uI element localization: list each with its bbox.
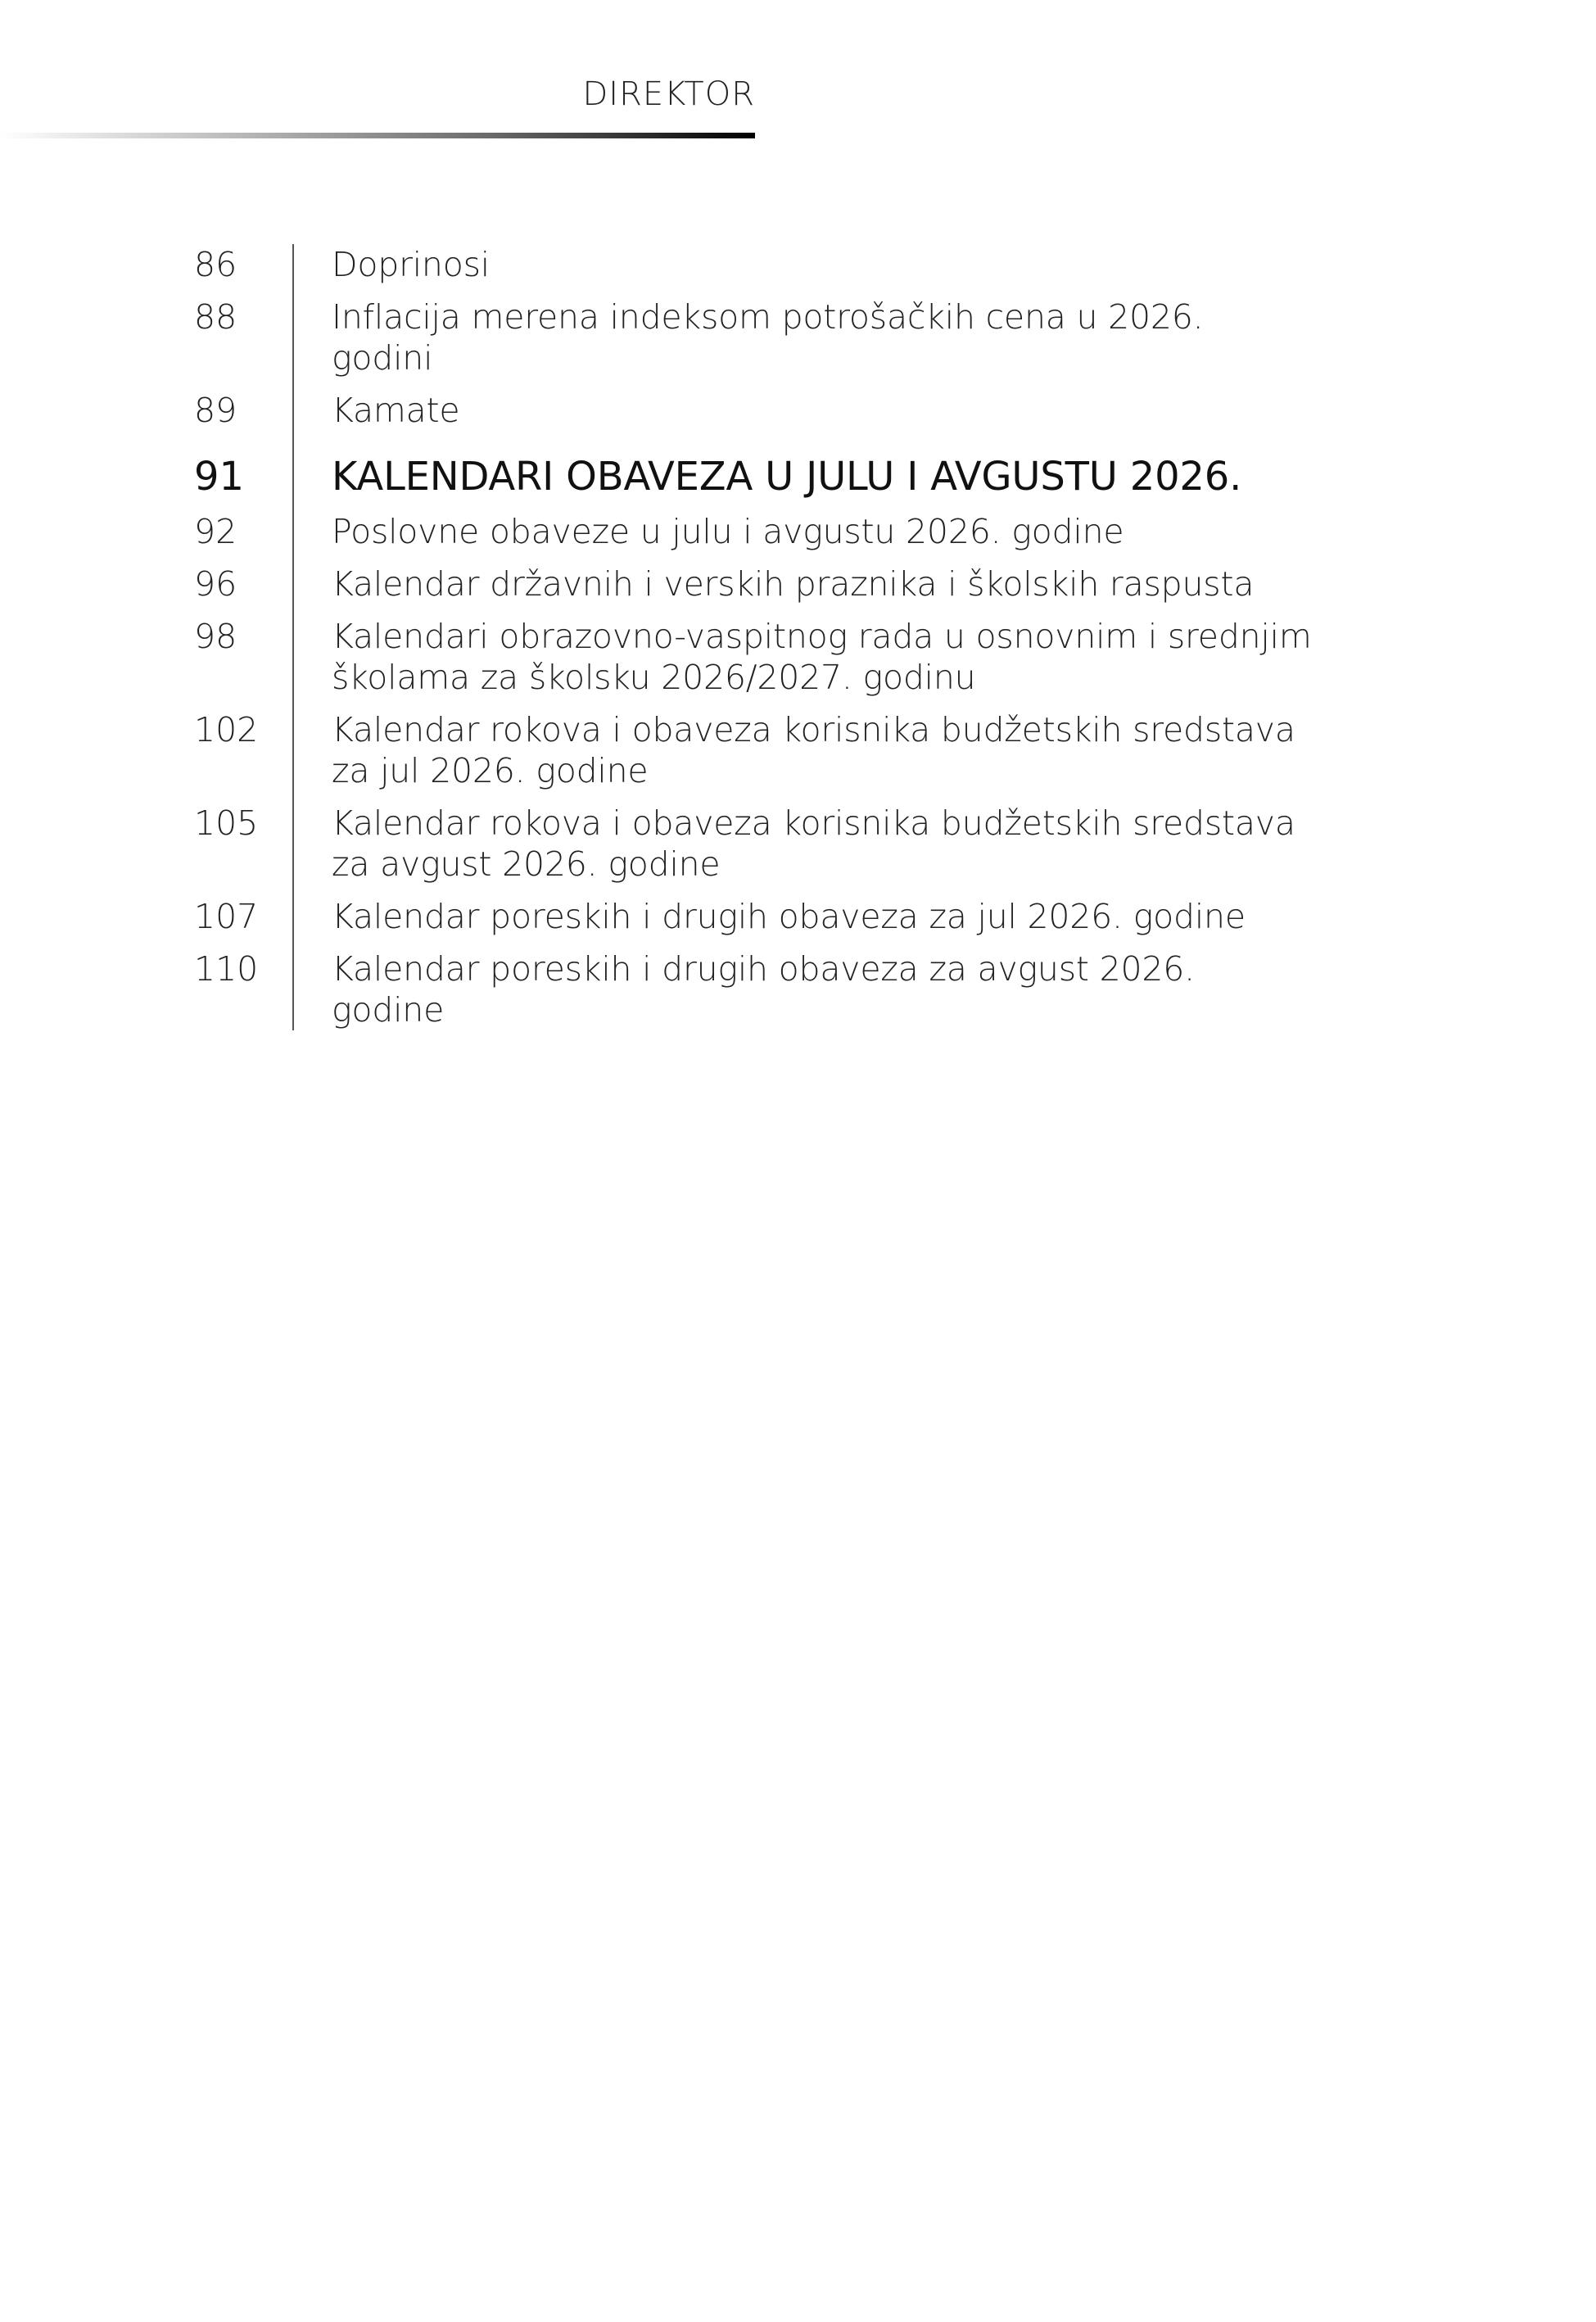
toc-entry[interactable] bbox=[0, 803, 1596, 885]
toc-entry[interactable] bbox=[0, 390, 1596, 431]
toc-separator bbox=[292, 285, 294, 296]
toc-page-number: 110 bbox=[194, 949, 259, 989]
toc-separator bbox=[292, 948, 294, 1030]
toc-separator bbox=[292, 698, 294, 709]
toc-title-line: Inflacija merena indeksom potrošačkih cena u 2026. godini bbox=[332, 297, 1204, 378]
toc-title-line: za jul 2026. godine bbox=[332, 751, 649, 790]
toc-gap bbox=[0, 431, 1596, 452]
toc-section-heading[interactable] bbox=[0, 452, 1596, 501]
toc-gap bbox=[0, 937, 1596, 948]
toc-title-line: Doprinosi bbox=[332, 245, 490, 284]
toc-gap bbox=[0, 552, 1596, 564]
toc-separator bbox=[292, 244, 294, 285]
toc-entry[interactable] bbox=[0, 244, 1596, 285]
toc-separator bbox=[292, 791, 294, 803]
toc-separator bbox=[292, 552, 294, 564]
toc-separator bbox=[292, 378, 294, 390]
toc-gap bbox=[0, 885, 1596, 896]
toc-title-line: Kalendar poreskih i drugih obaveza za avgust 2026. godine bbox=[332, 949, 1195, 1030]
toc-entry[interactable] bbox=[0, 948, 1596, 1030]
toc-title-line: školama za školsku 2026/2027. godinu bbox=[332, 658, 976, 697]
toc-entry[interactable] bbox=[0, 296, 1596, 378]
toc-separator bbox=[292, 390, 294, 431]
toc-section-title bbox=[332, 452, 1314, 501]
toc-page-number: 98 bbox=[194, 617, 237, 656]
toc-separator bbox=[292, 501, 294, 511]
toc-entry-title bbox=[332, 564, 1314, 604]
toc-title-line: Kalendar rokova i obaveza korisnika budžetskih sredstava bbox=[332, 710, 1295, 749]
toc-page-number: 86 bbox=[194, 245, 237, 284]
toc-page-number: 96 bbox=[194, 564, 237, 604]
toc-title-line: Kalendar rokova i obaveza korisnika budžetskih sredstava bbox=[332, 803, 1295, 843]
toc-separator bbox=[292, 431, 294, 452]
table-of-contents bbox=[0, 244, 1596, 1030]
toc-entry-title bbox=[332, 296, 1314, 378]
toc-title-line: Kalendar poreskih i drugih obaveza za jul 2026. godine bbox=[332, 897, 1246, 936]
toc-entry[interactable] bbox=[0, 709, 1596, 791]
header-rule bbox=[0, 133, 755, 138]
toc-entry-title bbox=[332, 803, 1314, 885]
toc-entry[interactable] bbox=[0, 511, 1596, 552]
toc-title-line: Kamate bbox=[332, 391, 460, 430]
toc-title-line: KALENDARI OBAVEZA U JULU I AVGUSTU 2026. bbox=[332, 454, 1242, 500]
toc-entry[interactable] bbox=[0, 564, 1596, 604]
toc-page-number: 88 bbox=[194, 297, 237, 337]
toc-separator bbox=[292, 511, 294, 552]
toc-entry-title bbox=[332, 511, 1314, 552]
toc-separator bbox=[292, 452, 294, 501]
toc-title-line: Kalendari obrazovno-vaspitnog rada u osnovnim i srednjim bbox=[332, 617, 1312, 656]
toc-entry-title bbox=[332, 616, 1314, 698]
toc-gap bbox=[0, 791, 1596, 803]
toc-separator bbox=[292, 885, 294, 896]
toc-entry-title bbox=[332, 948, 1314, 1030]
toc-page-number: 107 bbox=[194, 897, 259, 936]
toc-gap bbox=[0, 285, 1596, 296]
toc-entry-title bbox=[332, 244, 1314, 285]
toc-title-line: Kalendar državnih i verskih praznika i školskih raspusta bbox=[332, 564, 1255, 604]
toc-entry-title bbox=[332, 896, 1314, 937]
toc-gap bbox=[0, 604, 1596, 616]
toc-separator bbox=[292, 604, 294, 616]
toc-page-number: 102 bbox=[194, 710, 259, 749]
toc-entry-title bbox=[332, 709, 1314, 791]
toc-entry-title bbox=[332, 390, 1314, 431]
toc-separator bbox=[292, 616, 294, 698]
toc-separator bbox=[292, 803, 294, 885]
toc-gap bbox=[0, 698, 1596, 709]
toc-page-number: 105 bbox=[194, 803, 259, 843]
toc-gap bbox=[0, 378, 1596, 390]
toc-title-line: Poslovne obaveze u julu i avgustu 2026. godine bbox=[332, 512, 1124, 551]
toc-separator bbox=[292, 937, 294, 948]
toc-page-number: 89 bbox=[194, 391, 237, 430]
toc-title-line: za avgust 2026. godine bbox=[332, 844, 721, 884]
toc-separator bbox=[292, 296, 294, 378]
toc-gap bbox=[0, 501, 1596, 511]
toc-separator bbox=[292, 896, 294, 937]
toc-page-number: 91 bbox=[194, 454, 245, 500]
running-head-title: DIREKTOR bbox=[582, 75, 755, 113]
toc-entry[interactable] bbox=[0, 616, 1596, 698]
toc-entry[interactable] bbox=[0, 896, 1596, 937]
toc-page-number: 92 bbox=[194, 512, 237, 551]
toc-separator bbox=[292, 564, 294, 604]
toc-separator bbox=[292, 709, 294, 791]
